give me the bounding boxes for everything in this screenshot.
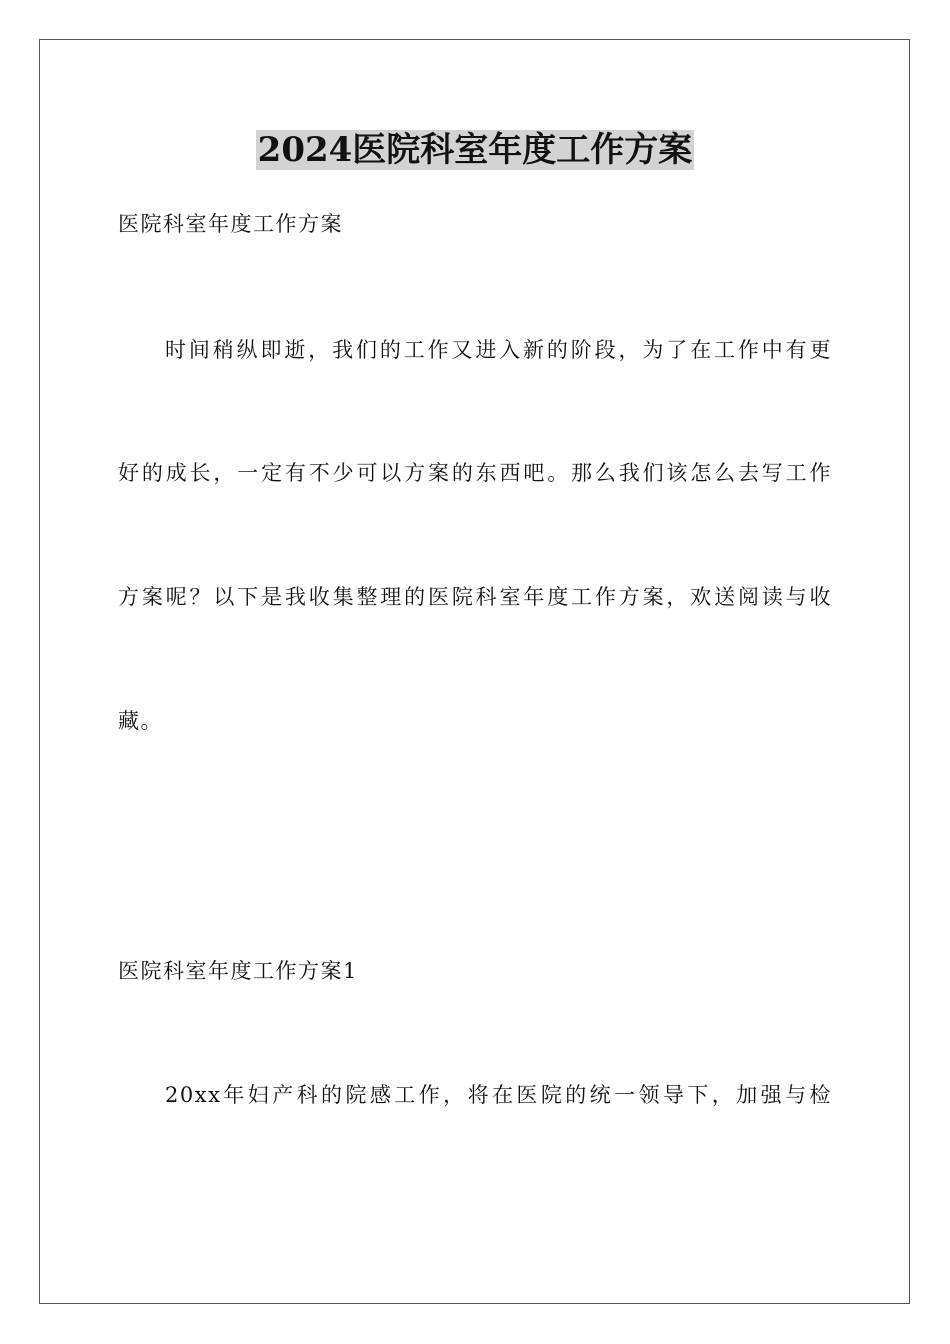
intro-line-4: 藏。 — [118, 709, 163, 733]
section-heading: 医院科室年度工作方案1 — [118, 959, 358, 983]
document-title — [0, 128, 950, 172]
document-title-text: 2024医院科室年度工作方案 — [257, 130, 693, 170]
intro-line-3: 方案呢？以下是我收集整理的医院科室年度工作方案，欢送阅读与收 — [118, 585, 832, 609]
intro-line-1: 时间稍纵即逝，我们的工作又进入新的阶段，为了在工作中有更 — [165, 338, 832, 362]
section-line-1: 20xx年妇产科的院感工作，将在医院的统一领导下，加强与检 — [165, 1083, 832, 1107]
intro-line-2: 好的成长，一定有不少可以方案的东西吧。那么我们该怎么去写工作 — [118, 461, 832, 485]
document-subtitle: 医院科室年度工作方案 — [118, 212, 343, 236]
